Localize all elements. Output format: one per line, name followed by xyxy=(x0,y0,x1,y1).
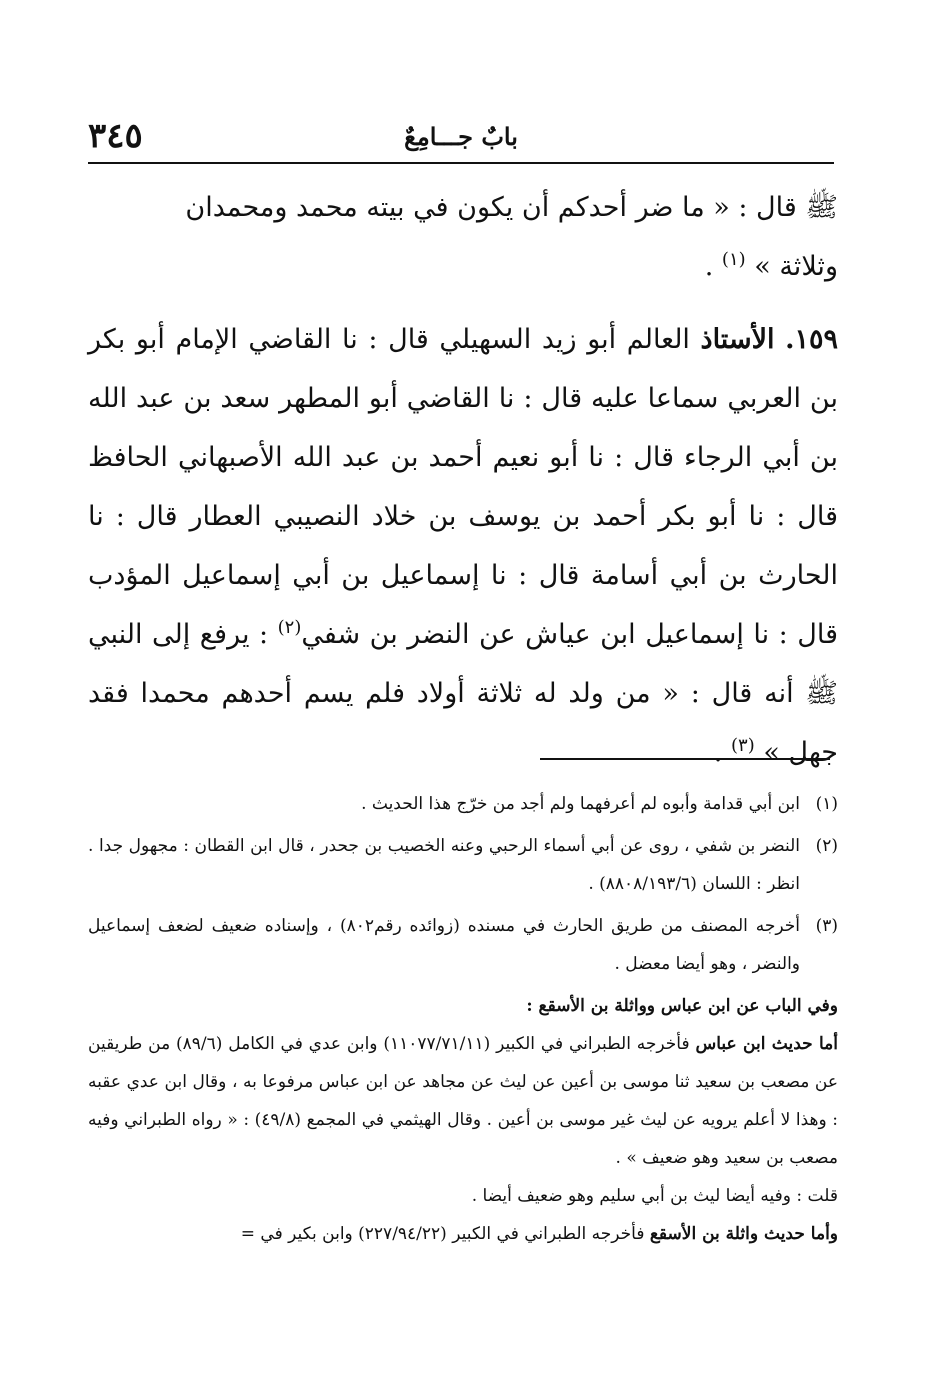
qultu-note: قلت : وفيه أيضا ليث بن أبي سليم وهو ضعيف أيضا . xyxy=(471,1186,838,1206)
hadith-end: . xyxy=(713,737,723,768)
footnote-3 xyxy=(88,907,838,983)
footnote-ref-2[interactable]: (٢) xyxy=(277,617,302,638)
footnote-1 xyxy=(88,785,838,823)
hadith-paragraph xyxy=(88,310,838,782)
hadith-number: ١٥٩. xyxy=(785,324,838,355)
page-header xyxy=(88,110,834,164)
footnote-text: أخرجه المصنف من طريق الحارث في مسنده (زوائده رقم٨٠٢) ، وإسناده ضعيف لضعف إسماعيل والنضر ، وهو أيضا معضل . xyxy=(88,916,800,974)
footnotes xyxy=(88,785,838,1253)
ibn-abbas-text: فأخرجه الطبراني في الكبير (١١٠٧٧/٧١/١١) وابن عدي في الكامل (٨٩/٦) من طريقين عن مصعب بن سعيد ثنا موسى بن أعين عن ليث عن مجاهد عن ابن عباس مرفوعا به ، وقال ابن عدي عقبه : وهذا لا أعلم يرويه عن ليث غير موسى بن أعين . وقال الهيثمي في المجمع (٤٩/٨) : « رواه الطبراني وفيه مصعب بن سعيد وهو ضعيف » . xyxy=(88,1034,839,1168)
hadith-matn: : يرفع إلى النبي ﷺ أنه قال : « من ولد له ثلاثة أولاد فلم يسم أحدهم محمدا فقد جهل » xyxy=(88,619,838,768)
footnote-separator xyxy=(540,758,830,760)
main-text xyxy=(88,178,838,796)
bab-heading: وفي الباب عن ابن عباس وواثلة بن الأسقع : xyxy=(526,996,838,1016)
wathila-lead: وأما حديث واثلة بن الأسقع xyxy=(649,1224,838,1244)
ustadh-word: الأستاذ xyxy=(700,324,775,355)
p1-end: . xyxy=(704,251,714,282)
footnote-number: (٢) xyxy=(815,836,838,856)
p1-line2: وثلاثة » xyxy=(754,251,838,282)
p1-line1: ﷺ قال : « ما ضر أحدكم أن يكون في بيته محمد ومحمدان xyxy=(185,192,838,223)
footnote-number: (١) xyxy=(815,794,838,814)
running-title: بابٌ جـــامِعٌ xyxy=(404,121,518,151)
hadith-isnad: العالم أبو زيد السهيلي قال : نا القاضي الإمام أبو بكر بن العربي سماعا عليه قال : نا القاضي أبو المطهر سعد بن عبد الله بن أبي الرجاء قال : نا أبو نعيم أحمد بن عبد الله الأصبهاني الحافظ قال : نا أبو بكر أحمد بن يوسف بن خلاد النصيبي العطار قال : نا الحارث بن أبي أسامة قال : نا إسماعيل بن أبي إسماعيل المؤدب قال : نا إسماعيل ابن عياش عن النضر بن شفي xyxy=(88,324,839,650)
footnote-text: ابن أبي قدامة وأبوه لم أعرفهما ولم أجد من خرّج هذا الحديث . xyxy=(361,794,800,814)
wathila-note xyxy=(88,1215,838,1253)
ibn-abbas-lead: أما حديث ابن عباس xyxy=(695,1034,838,1054)
footnote-ref-1[interactable]: (١) xyxy=(721,249,746,270)
footnote-ref-3[interactable]: (٣) xyxy=(730,735,755,756)
footnote-text: النضر بن شفي ، روى عن أبي أسماء الرحبي وعنه الخصيب بن جحدر ، قال ابن القطان : مجهول جدا . انظر : اللسان (٨٨٠٨/١٩٣/٦) . xyxy=(88,836,800,894)
footnote-2 xyxy=(88,827,838,903)
ibn-abbas-note xyxy=(88,1025,838,1177)
footnote-number: (٣) xyxy=(815,916,838,936)
paragraph-continuation xyxy=(88,178,838,296)
page-number: ٣٤٥ xyxy=(88,116,143,156)
wathila-text: فأخرجه الطبراني في الكبير (٢٢٧/٩٤/٢٢) وابن بكير في = xyxy=(240,1224,645,1244)
